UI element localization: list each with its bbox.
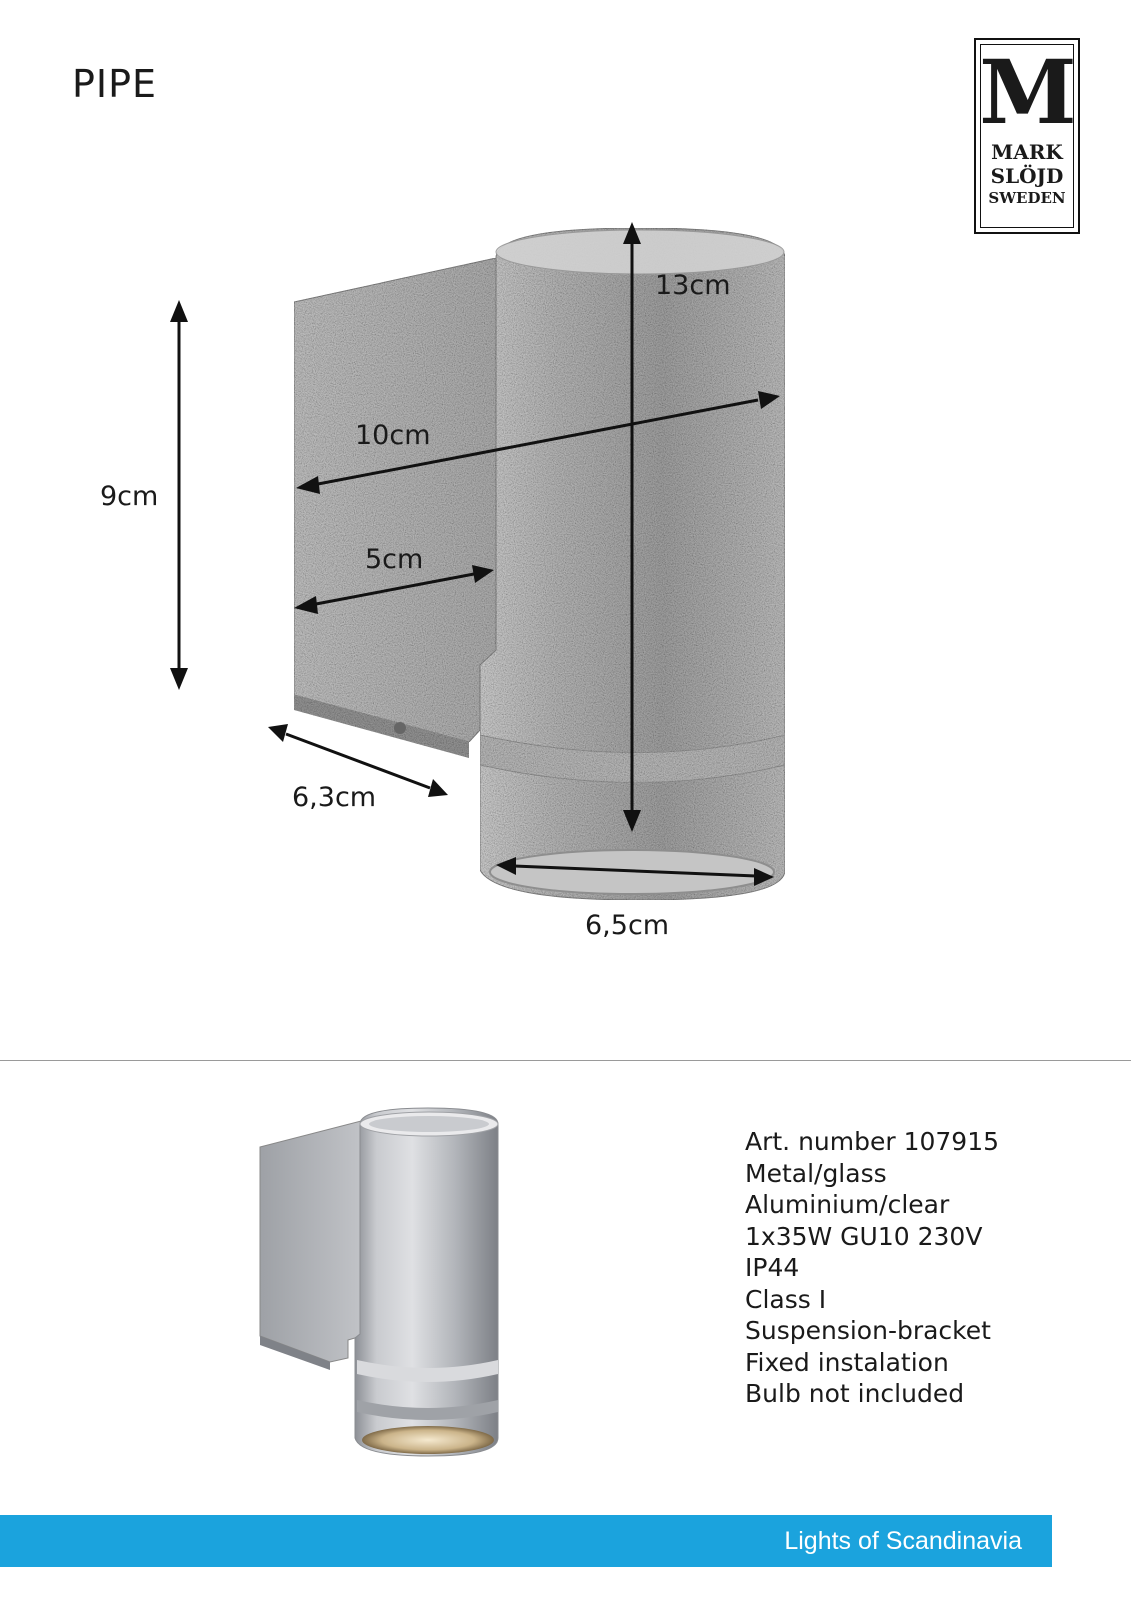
top-rim bbox=[496, 230, 784, 274]
bracket-face bbox=[294, 258, 496, 742]
dim-label-10cm: 10cm bbox=[355, 420, 431, 451]
arrow-6-3cm bbox=[286, 734, 430, 788]
spec-list bbox=[745, 1126, 999, 1410]
spec-item: 1x35W GU10 230V bbox=[745, 1221, 983, 1251]
logo-line-1: MARK bbox=[991, 140, 1063, 164]
arrowhead bbox=[170, 300, 188, 322]
arrowhead bbox=[268, 724, 288, 742]
logo-letter: M bbox=[979, 40, 1075, 144]
spec-item: Aluminium/clear bbox=[745, 1190, 950, 1219]
footer-tagline: Lights of Scandinavia bbox=[784, 1527, 1022, 1555]
spec-item: Metal/glass bbox=[745, 1158, 887, 1188]
photo-bracket bbox=[260, 1120, 365, 1362]
footer-bar bbox=[0, 1515, 1052, 1567]
dim-label-6-3cm: 6,3cm bbox=[292, 782, 377, 813]
section-divider bbox=[0, 1060, 1131, 1061]
spec-item: Fixed instalation bbox=[745, 1347, 949, 1377]
logo-line-3: SWEDEN bbox=[988, 189, 1066, 207]
spec-item: Suspension-bracket bbox=[745, 1316, 991, 1345]
dim-label-9cm: 9cm bbox=[100, 481, 159, 512]
screw bbox=[394, 722, 406, 734]
logo-line-2: SLÖJD bbox=[990, 164, 1064, 188]
arrowhead bbox=[170, 668, 188, 690]
photo-top-inner bbox=[369, 1116, 489, 1132]
spec-item: IP44 bbox=[745, 1253, 800, 1282]
spec-item: Bulb not included bbox=[745, 1379, 965, 1408]
dim-label-5cm: 5cm bbox=[365, 544, 424, 575]
dim-label-6-5cm: 6,5cm bbox=[585, 910, 670, 941]
dim-label-13cm: 13cm bbox=[655, 270, 731, 301]
photo-light bbox=[362, 1426, 494, 1454]
page-title: PIPE bbox=[72, 62, 158, 106]
spec-item: Art. number 107915 bbox=[745, 1127, 1000, 1156]
product-photo bbox=[260, 1108, 498, 1456]
spec-item: Class I bbox=[745, 1284, 827, 1314]
arrowhead bbox=[428, 779, 448, 797]
